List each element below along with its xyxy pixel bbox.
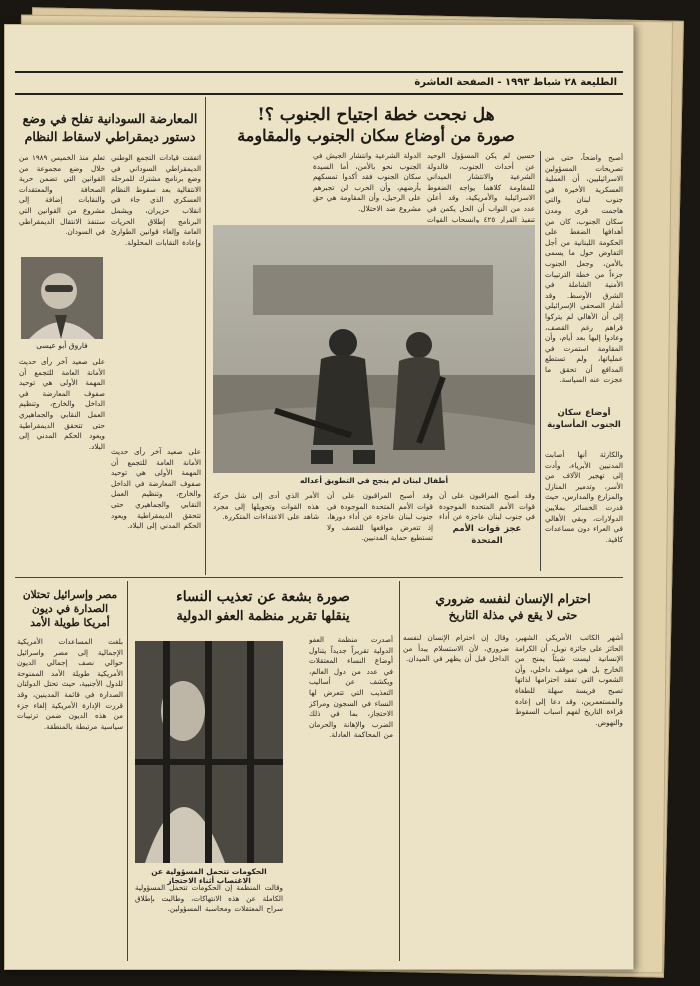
sudan-col2b-text: على صعيد آخر رأى حديث الأمانة العامة للتجمع أن المهمة الأولى هي توحيد صفوف المعارضة في الداخل والخارج، وتنظيم العمل النقابي والجماهيري حتى تتحقق الديمقراطية ويعود الحكم المدني إلى البلاد. (19, 357, 105, 451)
column-divider (205, 97, 206, 575)
main-col1-text: أصبح واضحاً، حتى من تصريحات المسؤولين الاسرائيليين، أن العملية العسكرية الأخيرة في جنوب لبنان والتي هاجمت قرى ومدن سكان الجنوب، كان من أهدافها الضغط على الحكومة اللبنانية من أجل التفاوض حول ما يسمى بالأمن، وجعل الجنوب جزءاً من خطة الترتيبات الأمنية الشاملة في الشرق الأوسط. وقد أشار الصحفي الإسرائيلي إلى أن الأهالي لم يتركوا قراهم رغم القصف، وعادوا إليها بعد أيام، وأن المقاومة استمرت في عملياتها، ولم تستطع المدافع أن تحقق ما عجزت عنه السياسة. (545, 153, 623, 385)
main-col2-text: حسين لم يكن المسؤول الوحيد عن أحداث الجنوب، فالدولة الشرعية والانتشار الميداني للمقاومة كلاهما يواجه الضغوط الاسرائيلية والأمريكية، وقد أعلن عدد من النواب أن الحل يكمن في تنفيذ القرار ٤٢٥ وانسحاب القوات (427, 151, 535, 223)
main-col-divider (540, 151, 541, 571)
headline-debt-line1: مصر وإسرائيل تحتلان (22, 589, 118, 601)
torture-col1-text: أصدرت منظمة العفو الدولية تقريراً جديداً يتناول أوضاع النساء المعتقلات في عدد من دول العالم، ويكشف عن أساليب التعذيب التي تتعرض لها النساء في السجون ومراكز الاحتجاز، بما في ذلك الضرب والإهانة والحرمان من المحاكمة العادلة. (309, 635, 393, 740)
portrait-illustration (21, 257, 103, 339)
prison-bars-illustration (135, 641, 283, 863)
portrait-photo (21, 257, 103, 339)
page-header (15, 71, 623, 95)
headline-dignity-line2: حتى لا يقع في مذلة التاريخ (448, 608, 578, 622)
main-photo (213, 225, 535, 473)
dignity-col2-text: وقال إن احترام الإنسان لنفسه ضروري، لأن الاستسلام يبدأ من الداخل قبل أن يظهر في الميدان. (403, 633, 509, 664)
issue-info: الطليعة ٢٨ شباط ١٩٩٣ - الصفحة العاشرة (414, 77, 617, 88)
headline-main-line2: صورة من أوضاع سكان الجنوب والمقاومة (237, 126, 515, 145)
bottom-divider-right (399, 581, 400, 961)
main-col2-subhead: عجز قوات الأمم المتحدة (452, 524, 522, 546)
soldiers-photo-illustration (213, 225, 535, 473)
dignity-col1-text: أشهر الكاتب الأمريكي الشهير، الحائز على جائزة نوبل، أن الكرامة الإنسانية ليست شيئاً يمنح من الخارج بل هي موقف داخلي، وأن الشعوب التي تفقد احترامها لذاتها تصبح فريسة سهلة للطغاة والمستعمرين، وقد دعا إلى إعادة قراءة التاريخ لفهم أسباب السقوط والنهوض. (515, 633, 623, 727)
headline-sudan-line1: المعارضة السودانية تفلح في وضع (22, 111, 198, 126)
headline-torture-line2: ينقلها تقرير منظمة العفو الدولية (176, 609, 350, 624)
bottom-divider-left (127, 581, 128, 961)
sudan-col2-text: تعلم منذ الخميس ١٩٨٩ من خلال وضع مجموعة من القوانين التي تضمن حرية الصحافة والمعتقدات والنقابات إضافة إلى مشروع من القوانين التي ستنفذ الانتقال الديمقراطي في السودان. (19, 153, 105, 237)
section-divider (15, 577, 623, 578)
main-photo-caption: أطفال لبنان لم ينجح في التطويق أعداله (299, 476, 449, 485)
headline-sudan-line2: دستور ديمقراطي لاسقاط النظام (24, 129, 196, 144)
sudan-col1b-text: على صعيد آخر رأى حديث الأمانة العامة للتجمع أن المهمة الأولى هي توحيد صفوف المعارضة في الداخل والخارج، وتنظيم العمل النقابي والجماهيري حتى تتحقق الديمقراطية ويعود الحكم المدني إلى البلاد. (111, 447, 201, 531)
portrait-caption: فاروق أبو عيسى (36, 341, 88, 350)
debt-text: بلغت المساعدات الأمريكية الإجمالية إلى مصر واسرائيل حوالي نصف إجمالي الديون الأمريكية طويلة الأمد الممنوحة للدول الأجنبية، حيث تحتل الدولتان الصدارة في قائمة المدينين، وقد قررت الإدارة الأمريكية إلغاء جزء من هذه الديون ضمن ترتيبات سياسية مرتبطة بالمنطقة. (17, 637, 123, 731)
main-col1-subhead: أوضاع سكان الجنوب المأساوية (547, 408, 621, 430)
headline-debt-line2: الصدارة في ديون (31, 603, 109, 615)
headline-dignity-line1: احترام الإنسان لنفسه ضروري (435, 591, 591, 606)
main-col3b-text: الأمر الذي أدى إلى شل حركة هذه القوات وتحويلها إلى مجرد شاهد على الاعتداءات المتكررة. (213, 491, 319, 522)
main-col3-text: الدولة الشرعية وانتشار الجيش في الجنوب نحو بالأمن، أما السيدة سكان الجنوب فقد أكدوا تمسكهم بأرضهم، وأن الحرب لن تجبرهم على الرحيل، وأن المقاومة هي حق مشروع ضد الاحتلال. (313, 151, 421, 213)
newspaper-page (4, 24, 634, 970)
headline-torture-line1: صورة بشعة عن تعذيب النساء (176, 589, 350, 605)
headline-debt-line3: أمريكا طويلة الأمد (30, 617, 110, 629)
prison-photo (135, 641, 283, 863)
prison-photo-caption: الحكومات تتحمل المسؤولية عن الاغتصاب أثناء الاحتجاز (151, 867, 267, 885)
main-col2b-text: وقد أصبح المراقبون على أن قوات الأمم المتحدة الموجودة في جنوب لبنان عاجزة عن أداء دورها، إذ تتعرض مواقعها للقصف ولا تستطيع حماية المدنيين. (327, 491, 433, 543)
sudan-col1-text: اتفقت قيادات التجمع الوطني الديمقراطي السوداني في وضع برنامج مشترك للمرحلة الانتقالية بعد سقوط النظام العسكري الذي جاء في انقلاب حزيران، ويشمل البرنامج إطلاق الحريات العامة وإلغاء قوانين الطوارئ وإعادة النقابات المحلولة. (111, 153, 201, 247)
main-col1b-text: والكارثة أنها أصابت المدنيين الأبرياء، وأدت إلى تهجير الآلاف من الأسر، وتدمير المنازل والمزارع والمدارس، حيث قدرت الخسائر بملايين الدولارات، وبقي الأهالي في العراء دون مساعدات كافية. (545, 450, 623, 544)
torture-col2-text: وقالت المنظمة إن الحكومات تتحمل المسؤولية الكاملة عن هذه الانتهاكات، وطالبت بإطلاق سراح المعتقلات ومحاسبة المسؤولين. (135, 883, 283, 914)
main-col2-intro: وقد أصبح المراقبون على أن قوات الأمم المتحدة الموجودة في جنوب لبنان عاجزة عن أداء (439, 491, 535, 521)
headline-main-line1: هل نجحت خطة اجتياح الجنوب ؟! (257, 105, 495, 125)
